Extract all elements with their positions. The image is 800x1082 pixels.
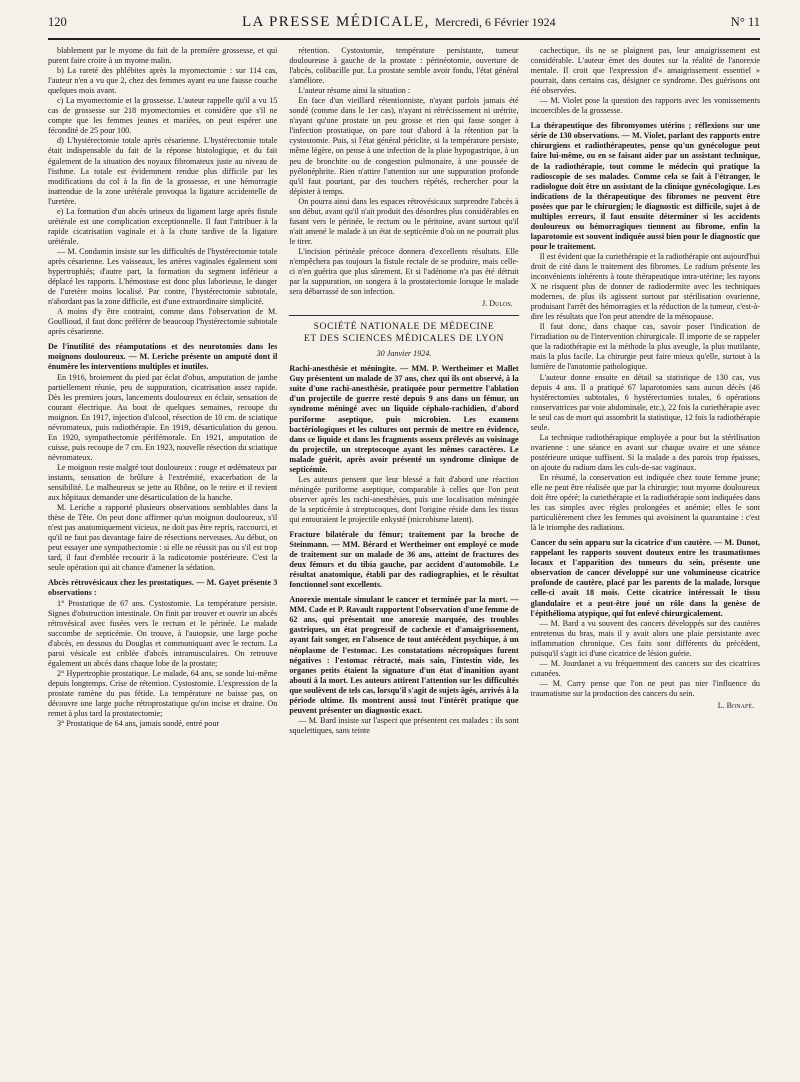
paragraph: cachectique, ils ne se plaignent pas, leur amaigrissement est considérable. L'auteur émet des doutes sur la réalité de l'anorexie mentale. Il croit que l'expression d'« amaigrissement essentiel » pourrait, dans certains cas, désigner ce syndrome. Des guérisons ont été observées. <box>530 46 760 96</box>
paragraph: b) La rareté des phlébites après la myomectomie : sur 114 cas, l'auteur n'en a vu que 2, chez des femmes ayant eu une fausse couche quelques mois avant. <box>48 66 278 96</box>
section-heading: De l'inutilité des réamputations et des neurotomies dans les moignons douloureux. — M. Leriche présente un amputé dont il énumère les interventions multiples et inutiles. <box>48 342 278 372</box>
section-heading: Fracture bilatérale du fémur; traitement par la broche de Steinmann. — MM. Bérard et Wertheimer ont employé ce mode de traitement sur un malade de 36 ans, atteint de fractures des deux fémurs et du tibia gauche, par accident d'automobile. Le résultat anatomique, établi par des radiographies, et le résultat fonctionnel sont excellents. <box>289 530 519 590</box>
paragraph: L'incision périnéale précoce donnera d'excellents résultats. Elle n'empêchera pas toujours la fistule rectale de se produire, mais celle-ci n'en guérira que plus sûrement. Et si l'adénome n'a pas été détruit par la suppuration, on songera à la prostatectomie lorsque le malade sera débarrassé de son infection. <box>289 246 519 297</box>
paragraph: Il faut donc, dans chaque cas, savoir poser l'indication de l'irradiation ou de l'intervention chirurgicale. Il importe de se rappeler que la radiothérapie est la méthode la plus aveugle, la plus mutilante, mais la plus facile. La chirurgie peut faire mieux qu'elle, surtout à la lumière de l'anatomie pathologique. <box>530 322 760 372</box>
section-heading: Abcès rétrovésicaux chez les prostatiques. — M. Gayet présente 3 observations : <box>48 578 278 598</box>
paragraph: rétention. Cystostomie, température persistante, tumeur douloureuse à gauche de la prostate : périnéotomie, ouverture de l'abcès, colibacille pur. La prostate semble avoir fondu, l'état général s'améliore. <box>289 46 519 86</box>
author-signature: J. Dulos. <box>482 299 513 309</box>
society-name-line2: ET DES SCIENCES MÉDICALES DE LYON <box>303 333 505 345</box>
column-middle <box>289 46 518 1056</box>
section-heading: Rachi-anesthésie et méningite. — MM. P. Wertheimer et Mallet Guy présentent un malade de 37 ans, chez qui ils ont observé, à la suite d'une rachi-anesthésie, pratiquée pour permettre l'ablation d'un projectile de guerre resté depuis 9 ans dans un fémur, un syndrome méningé avec un liquide céphalo-rachidien, d'abord puriforme aseptique, puis microbien. Les examens bactériologiques et les cultures ont permis de mettre en évidence, dans ce liquide et dans les fragments osseux prélevés au voisinage du projectile, un streptocoque ayant les mêmes caractères. Le malade guérit, après avoir présenté un syndrome clinique de septicémie. <box>289 364 519 474</box>
paragraph: 1° Prostatique de 67 ans. Cystostomie. La température persiste. Signes d'obstruction intestinale. On finit par trouver et ouvrir un abcès rétrovésical avec fusées vers le rectum et le périnée. Le malade succombe de septicémie. On trouve, à l'autopsie, une large poche d'abcès, en dessous du Douglas et communiquant avec le rectum. La paroi vésicale est criblée d'abcès intramusculaires. On retrouve également un abcès dans chaque lobe de la prostate; <box>48 598 278 668</box>
paragraph: On pourra ainsi dans les espaces rétrovésicaux surprendre l'abcès à son début, avant qu'il n'ait produit des désordres plus considérables en fusant vers le périnée, le rectum ou le péritoine, avant surtout qu'il n'ait amené le malade à un état de septicémie d'où on ne pourrait plus le tirer. <box>289 196 519 246</box>
paragraph: — M. Violet pose la question des rapports avec les vomissements incoercibles de la grossesse. <box>530 96 760 116</box>
paragraph: — M. Jourdanet a vu fréquemment des cancers sur des cicatrices cutanées. <box>530 658 760 678</box>
paragraph: — M. Bard a vu souvent des cancers développés sur des cautères entretenus du bras, mais il y avait alors une plaie persistante avec inflammation chronique. Ces faits sont différents du précédent, puisqu'il s'agit ici d'une cicatrice de lésion guérie. <box>530 618 760 658</box>
paragraph: d) L'hystérectomie totale après césarienne. L'hystérectomie totale était indispensable du fait de la réponse histologique, et du fait également de la situation des noyaux fibromateux juste au niveau de l'isthme. La totale est évidemment rendue plus difficile par les modifications du col à la fin de la grossesse, et une hémorragie inattendue de la zone urétérale provoqua la ligature accidentelle de l'uretère. <box>48 136 278 206</box>
paragraph: 2° Hypertrophie prostatique. Le malade, 64 ans, se sonde lui-même depuis longtemps. Crise de rétention. Cystostomie. L'expression de la prostate ramène du pus fétide. La température ne baisse pas, on découvre une large poche rétroprostatique qu'on incise et draine. On remet à plus tard la prostatectomie; <box>48 668 278 719</box>
paragraph: — M. Carry pense que l'on ne peut pas nier l'influence du traumatisme sur la production des cancers du sein. <box>530 678 760 698</box>
paragraph: c) La myomectomie et la grossesse. L'auteur rappelle qu'il a vu 15 cas de grossesse sur 218 myomectomies et considère que s'il ne compte que les femmes jeunes et mariées, on peut espérer une fécondité de 25 pour 100. <box>48 96 278 136</box>
paragraph: e) La formation d'un abcès urineux du ligament large après fistule urétérale est une complication exceptionnelle. Il faut l'attribuer à la rapide cicatrisation vaginale et à la chute tardive de la ligature urétérale. <box>48 206 278 246</box>
column-left <box>48 46 277 1056</box>
paragraph: En résumé, la conservation est indiquée chez toute femme jeune; elle ne peut être réalisée que par la chirurgie; tout myome douloureux doit être opéré; la curiethérapie et la radiothérapie sont indiquées dans les cas simples avec règles prolongées et anémie; elles le sont particulièrement chez les femmes qui avoisinent la quarantaine : c'est là le triomphe des radiations. <box>530 472 760 533</box>
paragraph: Il est évident que la curiethérapie et la radiothérapie ont aujourd'hui droit de cité dans le traitement des fibromes. Le radium présente les inconvénients inhérents à toute thérapeutique intra-utérine; les rayons X ne risquent plus de donner de radiodermite avec les techniques modernes, de plus ils agissent surtout par stérilisation ovarienne, produisant l'arrêt des hémorragies et la réduction de la tumeur, c'est-à-dire les résultats que l'on peut attendre de la ménopause. <box>530 251 760 322</box>
society-heading <box>289 315 518 359</box>
paragraph: — M. Bard insiste sur l'aspect que présentent ces malades : ils sont squelettiques, sans teinte <box>289 715 519 735</box>
author-signature: L. Bonafé. <box>717 701 754 710</box>
issue-date: Mercredi, 6 Février 1924 <box>434 15 556 29</box>
section-heading: Anorexie mentale simulant le cancer et terminée par la mort. — MM. Cade et P. Ravault rapportent l'observation d'une femme de 62 ans, qui présentait une anorexie marquée, des troubles gastriques, un état progressif de cachexie et d'amaigrissement, ayant fait songer, en l'absence de tout antécédent psychique, à un néoplasme de l'estomac. Les constatations nécropsiques furent négatives : l'estomac rétracté, mais sain, l'intestin vide, les organes petits étaient la signature d'un état d'inanition ayant abouti à la mort. Les auteurs attirent l'attention sur les difficultés que soulèvent de tels cas, lorsqu'il s'agit de sujets âgés, arrivés à la période ultime. Ils montrent aussi tout l'intérêt pratique que peuvent présenter un diagnostic exact. <box>289 595 519 715</box>
paragraph: L'auteur donne ensuite en détail sa statistique de 130 cas, vus depuis 4 ans. Il a pratiqué 67 laparotomies sans aucun décès (46 hystérectomies subtotales, 6 hystérectomies totales, 6 opérations conservatrices par voie abdominale, etc.), 22 fois la curiethérapie avec le seul cas de mort qui assombrit la statistique, 12 fois la radiothérapie seule. <box>530 372 760 432</box>
paragraph: Le moignon reste malgré tout douloureux : rouge et œdémateux par instants, sensation de brûlure à l'extrémité, exacerbation de la sensibilité. Le malheureux se jette au Rhône, on le retire et il revient aux hôpitaux demander une désarticulation de la hanche. <box>48 462 278 503</box>
paragraph: — M. Condamin insiste sur les difficultés de l'hystérectomie totale après césarienne. Les vaisseaux, les artères vaginales également sont hypertrophiés; d'autre part, la formation du segment inférieur a déplacé les rapports. L'hémostase est donc plus laborieuse, le danger de l'uretère moins localisé. Par contre, l'hystérectomie subtotale, n'abordant pas la zone difficile, est d'une extraordinaire simplicité. <box>48 246 278 307</box>
issue-number: N° 11 <box>730 15 760 29</box>
journal-title <box>242 14 556 31</box>
society-name-line1: SOCIÉTÉ NATIONALE DE MÉDECINE <box>313 321 495 333</box>
header-rule <box>48 38 760 40</box>
page-header <box>48 14 760 36</box>
session-date: 30 Janvier 1924. <box>376 349 432 359</box>
paragraph: L'auteur résume ainsi la situation : <box>298 86 411 96</box>
paragraph: A moins d'y être contraint, comme dans l'observation de M. Goullioud, il faut donc préférer de beaucoup l'hystérectomie subtotale après césarienne. <box>48 307 278 337</box>
paragraph: 3° Prostatique de 64 ans, jamais sondé, entré pour <box>57 719 220 729</box>
paragraph: La technique radiothérapique employée a pour but la stérilisation ovarienne : une séance en avant sur chaque ovaire et une séance postérieure unique suffisent. Si la malade a des parois trop épaisses, on ajoute du radium dans les culs-de-sac vaginaux. <box>530 432 760 472</box>
journal-name: LA PRESSE MÉDICALE, <box>241 14 430 30</box>
article-columns <box>48 46 760 1056</box>
section-heading: Cancer du sein apparu sur la cicatrice d'un cautère. — M. Dunot, rappelant les rapports souvent douteux entre les traumatismes locaux et l'apparition des tumeurs du sein, présente une observation de cancer développé sur une volumineuse cicatrice profonde de cautère, placé par les parents de la malade, lorsque celle-ci avait 18 mois. Cette cicatrice intéressait le tissu glandulaire et a peut-être joué un rôle dans la genèse de l'épithélioma atypique, qui fut enlevé chirurgicalement. <box>530 538 760 618</box>
section-heading: La thérapeutique des fibromyomes utérins ; réflexions sur une série de 130 observations. — M. Violet, parlant des rapports entre chirurgiens et radiothérapeutes, pense qu'un gynécologue peut faire lui-même, ou en se faisant aider par un assistant technique, de la radiothérapie, tout comme le médecin qui pratique la radioscopie de ses malades. Comme cela se fait à l'étranger, le radiologue doit être un assistant de la clinique gynécologique. Les indications de la thérapeutique des fibromes ne peuvent être posées que par le chirurgien; le diagnostic est difficile, sujet à de multiples erreurs, il faut ensuite déterminer si les accidents douloureux ou hémorragiques tiennent au fibrome, enfin la laparotomie est souvent indiquée aussi bien pour le diagnostic que pour le traitement. <box>530 121 760 251</box>
paragraph: M. Leriche a rapporté plusieurs observations semblables dans la thèse de Tête. On peut donc affirmer qu'un moignon douloureux, s'il n'est pas anatomiquement vicieux, ne doit pas être repris, raccourci, et qu'il ne faut pas davantage faire de résections nerveuses. Au début, on peut essayer une sympathectomie : si elle ne réussit pas ou s'il est trop tard, il faut d'emblée recourir à la radicotomie postérieure. C'est la seule opération qui ait chance d'amener la sédation. <box>48 503 278 573</box>
paragraph: Les auteurs pensent que leur blessé a fait d'abord une réaction méningée puriforme aseptique, comparable à celles que l'on peut observer après les rachi-anesthésies, puis une localisation méningée de la septicémie à streptocoques, dont l'origine réside dans les tissus qui entouraient le projectile enkysté (microbisme latent). <box>289 474 519 524</box>
paragraph: En face d'un vieillard rétentionniste, n'ayant parfois jamais été sondé (comme dans le 1er cas), n'ayant ni rétrécissement ni urétrite, n'ayant qu'une prostate un peu grosse et rien qui fasse songer à l'infection prostatique, on pare tout d'abord à la rétention par la cystostomie. Puis, si l'état général périclite, si la température persiste, même légère, on pense à une infection de la plaie hypogastrique, à un peu de bronchite ou de congestion pulmonaire, à une poussée de pyélonéphrite. Rien n'attire l'attention sur une suppuration profonde qu'il faut pourtant, par des touchers répétés, rechercher pour la dépister à temps. <box>289 96 519 196</box>
column-right <box>531 46 760 1056</box>
page-number: 120 <box>48 15 67 29</box>
paragraph: En 1916, broiement du pied par éclat d'obus, amputation de jambe partiellement réunie, peu de suppuration, cicatrisation assez rapide. Dès les premiers jours, lancements douloureux en éclair, sensation de courant électrique. Au bout de quelques semaines, recoupe du moignon. En 1917, injection d'alcool, résection de 10 cm. de sciatique névromateux, puis radiothérapie. En 1919, désarticulation du genou. En 1920, sympathectomie périfémorale. En 1921, amputation de cuisse, puis recoupe de 7 cm. En 1923, nouvelle résection du sciatique névromateux. <box>48 372 278 462</box>
paragraph: blablement par le myome du fait de la première grossesse, et qui purent faire croire à un myome malin. <box>48 46 278 66</box>
